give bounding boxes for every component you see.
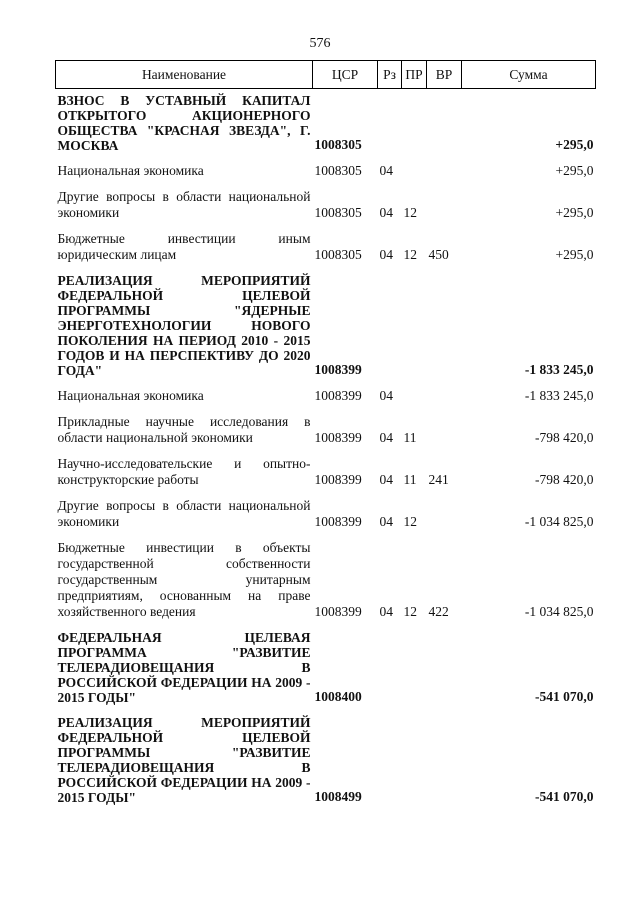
row-amount: +295,0 bbox=[555, 163, 594, 178]
row-amount: -541 070,0 bbox=[535, 789, 594, 804]
row-amount: -1 833 245,0 bbox=[524, 388, 594, 403]
row-expense-type-code bbox=[427, 626, 462, 711]
table-row bbox=[56, 89, 596, 160]
row-amount: +295,0 bbox=[555, 137, 594, 152]
table-row bbox=[56, 626, 596, 711]
row-section-code bbox=[378, 269, 402, 384]
table-row bbox=[56, 410, 596, 452]
row-subsection-code: 12 bbox=[403, 514, 417, 529]
row-section-code bbox=[378, 711, 402, 811]
row-subsection-code: 12 bbox=[403, 205, 417, 220]
row-csr-code: 1008399 bbox=[314, 472, 362, 487]
row-amount: -1 833 245,0 bbox=[524, 362, 594, 377]
row-csr-code: 1008305 bbox=[314, 205, 362, 220]
row-section-code: 04 bbox=[379, 247, 393, 262]
row-section-code: 04 bbox=[379, 163, 393, 178]
row-name: РЕАЛИЗАЦИЯ МЕРОПРИЯТИЙ ФЕДЕРАЛЬНОЙ ЦЕЛЕВОЙ ПРОГРАММЫ "ЯДЕРНЫЕ ЭНЕРГОТЕХНОЛОГИИ НОВОГО ПОКОЛЕНИЯ НА ПЕРИОД 2010 - 2015 ГОДОВ И НА ПЕРСПЕКТИВУ ДО 2020 ГОДА" bbox=[57, 273, 311, 378]
row-amount: -798 420,0 bbox=[535, 430, 594, 445]
header-pr: ПР bbox=[402, 61, 427, 89]
row-name: ФЕДЕРАЛЬНАЯ ЦЕЛЕВАЯ ПРОГРАММА "РАЗВИТИЕ ТЕЛЕРАДИОВЕЩАНИЯ В РОССИЙСКОЙ ФЕДЕРАЦИИ НА 2009 - 2015 ГОДЫ" bbox=[57, 630, 311, 705]
row-section-code bbox=[378, 89, 402, 160]
row-expense-type-code: 450 bbox=[428, 247, 449, 262]
row-section-code bbox=[378, 626, 402, 711]
row-subsection-code: 12 bbox=[403, 247, 417, 262]
row-name: Национальная экономика bbox=[57, 388, 204, 403]
row-expense-type-code bbox=[427, 410, 462, 452]
table-row bbox=[56, 227, 596, 269]
row-csr-code: 1008399 bbox=[314, 430, 362, 445]
row-name: Научно-исследовательские и опытно-конструкторские работы bbox=[57, 456, 311, 487]
row-amount: +295,0 bbox=[555, 205, 594, 220]
row-name: Другие вопросы в области национальной экономики bbox=[57, 189, 311, 220]
row-expense-type-code bbox=[427, 159, 462, 185]
row-section-code: 04 bbox=[379, 472, 393, 487]
row-subsection-code: 11 bbox=[403, 430, 417, 445]
table-row bbox=[56, 452, 596, 494]
header-amount: Сумма bbox=[462, 61, 596, 89]
row-amount: -798 420,0 bbox=[535, 472, 594, 487]
row-amount: -1 034 825,0 bbox=[524, 514, 594, 529]
row-csr-code: 1008399 bbox=[314, 514, 362, 529]
row-section-code: 04 bbox=[379, 430, 393, 445]
row-name: ВЗНОС В УСТАВНЫЙ КАПИТАЛ ОТКРЫТОГО АКЦИОНЕРНОГО ОБЩЕСТВА "КРАСНАЯ ЗВЕЗДА", Г. МОСКВА bbox=[57, 93, 311, 153]
row-section-code: 04 bbox=[379, 604, 393, 619]
row-expense-type-code bbox=[427, 89, 462, 160]
row-csr-code: 1008499 bbox=[314, 789, 362, 804]
row-csr-code: 1008399 bbox=[314, 388, 362, 403]
row-section-code: 04 bbox=[379, 514, 393, 529]
budget-table bbox=[55, 60, 596, 811]
row-section-code: 04 bbox=[379, 205, 393, 220]
table-row bbox=[56, 269, 596, 384]
header-csr: ЦСР bbox=[313, 61, 378, 89]
page-number: 576 bbox=[309, 36, 331, 51]
row-name: Национальная экономика bbox=[57, 163, 204, 178]
row-csr-code: 1008399 bbox=[314, 362, 362, 377]
row-name: Бюджетные инвестиции в объекты государственной собственности государственным унитарным предприятиям, основанным на праве хозяйственного ведения bbox=[57, 540, 311, 619]
row-subsection-code bbox=[402, 711, 427, 811]
row-csr-code: 1008305 bbox=[314, 247, 362, 262]
header-vr: ВР bbox=[427, 61, 462, 89]
row-amount: -1 034 825,0 bbox=[524, 604, 594, 619]
table-header-row bbox=[56, 61, 596, 89]
table-row bbox=[56, 159, 596, 185]
table-row bbox=[56, 494, 596, 536]
table-row bbox=[56, 536, 596, 626]
row-subsection-code bbox=[402, 269, 427, 384]
row-csr-code: 1008400 bbox=[314, 689, 362, 704]
row-csr-code: 1008305 bbox=[314, 137, 362, 152]
row-name: Прикладные научные исследования в области национальной экономики bbox=[57, 414, 311, 445]
row-amount: +295,0 bbox=[555, 247, 594, 262]
row-section-code: 04 bbox=[379, 388, 393, 403]
row-name: РЕАЛИЗАЦИЯ МЕРОПРИЯТИЙ ФЕДЕРАЛЬНОЙ ЦЕЛЕВОЙ ПРОГРАММЫ "РАЗВИТИЕ ТЕЛЕРАДИОВЕЩАНИЯ В РОССИЙСКОЙ ФЕДЕРАЦИИ НА 2009 - 2015 ГОДЫ" bbox=[57, 715, 311, 805]
row-subsection-code bbox=[402, 159, 427, 185]
table-row bbox=[56, 711, 596, 811]
table-body bbox=[56, 89, 596, 812]
table-row bbox=[56, 384, 596, 410]
row-amount: -541 070,0 bbox=[535, 689, 594, 704]
row-name: Другие вопросы в области национальной экономики bbox=[57, 498, 311, 529]
row-subsection-code: 11 bbox=[403, 472, 417, 487]
header-rz: Рз bbox=[378, 61, 402, 89]
row-subsection-code bbox=[402, 89, 427, 160]
row-name: Бюджетные инвестиции иным юридическим лицам bbox=[57, 231, 311, 262]
row-csr-code: 1008399 bbox=[314, 604, 362, 619]
row-expense-type-code bbox=[427, 269, 462, 384]
row-subsection-code bbox=[402, 384, 427, 410]
row-subsection-code: 12 bbox=[403, 604, 417, 619]
row-expense-type-code: 422 bbox=[428, 604, 449, 619]
row-expense-type-code bbox=[427, 494, 462, 536]
header-name: Наименование bbox=[56, 61, 313, 89]
row-expense-type-code bbox=[427, 711, 462, 811]
row-expense-type-code bbox=[427, 384, 462, 410]
table-row bbox=[56, 185, 596, 227]
row-expense-type-code: 241 bbox=[428, 472, 449, 487]
row-expense-type-code bbox=[427, 185, 462, 227]
row-csr-code: 1008305 bbox=[314, 163, 362, 178]
row-subsection-code bbox=[402, 626, 427, 711]
